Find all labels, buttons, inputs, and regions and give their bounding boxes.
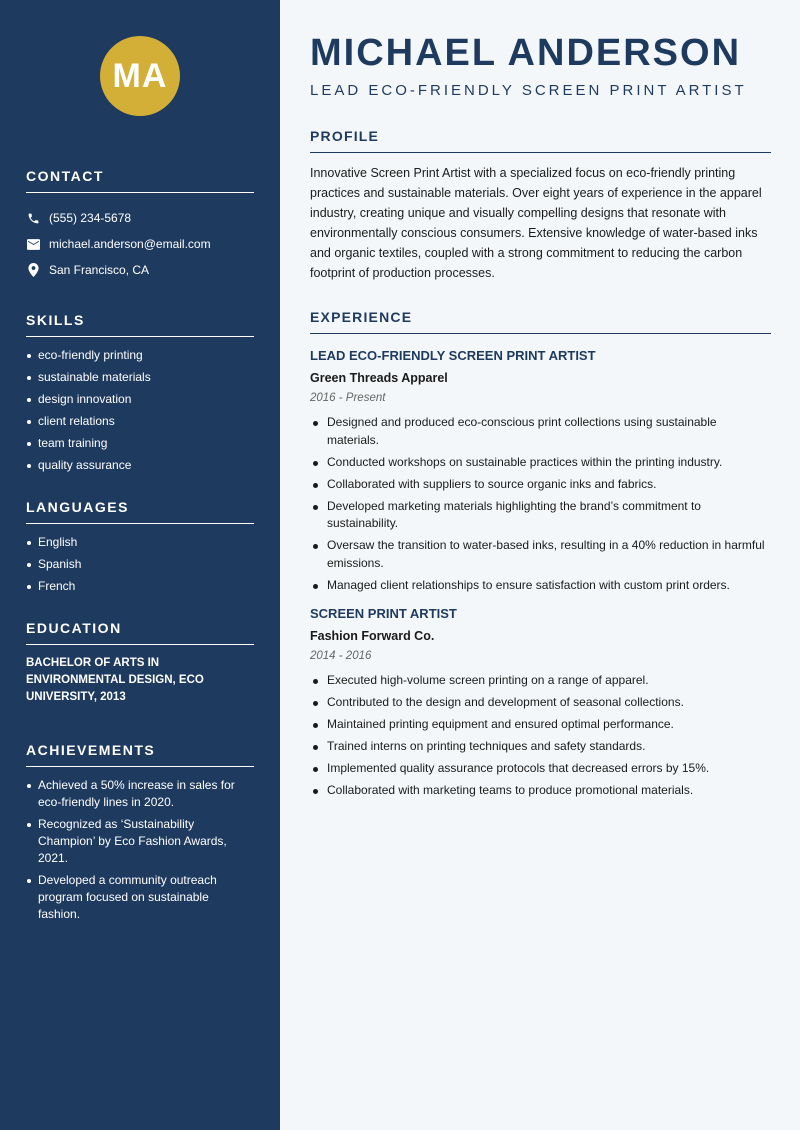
list-item: Managed client relationships to ensure satisfaction with custom print orders. <box>310 577 771 595</box>
candidate-role: LEAD ECO-FRIENDLY SCREEN PRINT ARTIST <box>310 82 747 99</box>
sidebar <box>0 0 280 1130</box>
list-item: Oversaw the transition to water-based inks, resulting in a 40% reduction in harmful emissions. <box>310 537 771 572</box>
profile-text: Innovative Screen Print Artist with a specialized focus on eco-friendly printing practices and sustainable materials. Over eight years of experience in the apparel industry, creating unique and visually compelling designs that resonate with environmentally conscious consumers. Extensive knowledge of water-based inks and organic textiles, coupled with a strong commitment to reducing the carbon footprint of production processes. <box>310 166 762 280</box>
languages-list <box>26 534 254 595</box>
experience-title: EXPERIENCE <box>310 309 771 334</box>
list-item: quality assurance <box>26 457 254 474</box>
list-item: Contributed to the design and development of seasonal collections. <box>310 694 771 712</box>
list-item: Conducted workshops on sustainable practices within the printing industry. <box>310 454 771 472</box>
list-item: design innovation <box>26 391 254 408</box>
list-item: Designed and produced eco-conscious print collections using sustainable materials. <box>310 414 771 449</box>
list-item: English <box>26 534 254 551</box>
achievements-section <box>26 742 254 923</box>
list-item: Developed marketing materials highlighting the brand’s commitment to sustainability. <box>310 498 771 533</box>
job-entry <box>310 606 771 800</box>
job-entry <box>310 348 771 594</box>
main-content <box>280 0 800 1130</box>
list-item: Implemented quality assurance protocols that decreased errors by 15%. <box>310 760 771 778</box>
list-item: Developed a community outreach program focused on sustainable fashion. <box>26 872 254 923</box>
languages-section <box>26 499 254 595</box>
contact-email <box>26 231 254 257</box>
list-item: team training <box>26 435 254 452</box>
list-item: Trained interns on printing techniques and safety standards. <box>310 738 771 756</box>
education-section <box>26 620 254 706</box>
list-item: client relations <box>26 413 254 430</box>
list-item: Spanish <box>26 556 254 573</box>
list-item: Collaborated with marketing teams to produce promotional materials. <box>310 782 771 800</box>
profile-title: PROFILE <box>310 128 771 153</box>
contact-phone <box>26 205 254 231</box>
location-pin-icon <box>26 263 40 277</box>
company-name: Green Threads Apparel <box>310 371 448 385</box>
languages-title: LANGUAGES <box>26 499 254 524</box>
list-item: Achieved a 50% increase in sales for eco-friendly lines in 2020. <box>26 777 254 811</box>
company-name: Fashion Forward Co. <box>310 629 435 643</box>
skills-list <box>26 347 254 474</box>
education-degree: BACHELOR OF ARTS IN ENVIRONMENTAL DESIGN, ECO UNIVERSITY, 2013 <box>26 657 204 703</box>
experience-section <box>310 309 771 800</box>
location-text: San Francisco, CA <box>49 263 150 277</box>
achievements-list <box>26 777 254 923</box>
job-title: LEAD ECO-FRIENDLY SCREEN PRINT ARTIST <box>310 348 596 363</box>
contact-location <box>26 257 254 283</box>
job-dates: 2016 - Present <box>310 392 386 404</box>
candidate-name: MICHAEL ANDERSON <box>310 32 742 74</box>
avatar: MA <box>100 36 180 116</box>
job-title: SCREEN PRINT ARTIST <box>310 606 457 621</box>
email-text: michael.anderson@email.com <box>49 237 211 251</box>
contact-list <box>26 205 254 283</box>
list-item: French <box>26 578 254 595</box>
phone-icon <box>26 211 40 225</box>
list-item: eco-friendly printing <box>26 347 254 364</box>
skills-section <box>26 312 254 474</box>
contact-title: CONTACT <box>26 168 254 193</box>
contact-section <box>26 168 254 283</box>
job-bullets <box>310 414 771 594</box>
profile-section <box>310 128 771 283</box>
job-bullets <box>310 672 771 800</box>
job-dates: 2014 - 2016 <box>310 650 372 662</box>
list-item: Executed high-volume screen printing on a range of apparel. <box>310 672 771 690</box>
achievements-title: ACHIEVEMENTS <box>26 742 254 767</box>
list-item: Recognized as ‘Sustainability Champion’ by Eco Fashion Awards, 2021. <box>26 816 254 867</box>
education-title: EDUCATION <box>26 620 254 645</box>
list-item: sustainable materials <box>26 369 254 386</box>
email-icon <box>26 237 40 251</box>
list-item: Collaborated with suppliers to source organic inks and fabrics. <box>310 476 771 494</box>
phone-text: (555) 234-5678 <box>49 211 132 225</box>
skills-title: SKILLS <box>26 312 254 337</box>
list-item: Maintained printing equipment and ensured optimal performance. <box>310 716 771 734</box>
